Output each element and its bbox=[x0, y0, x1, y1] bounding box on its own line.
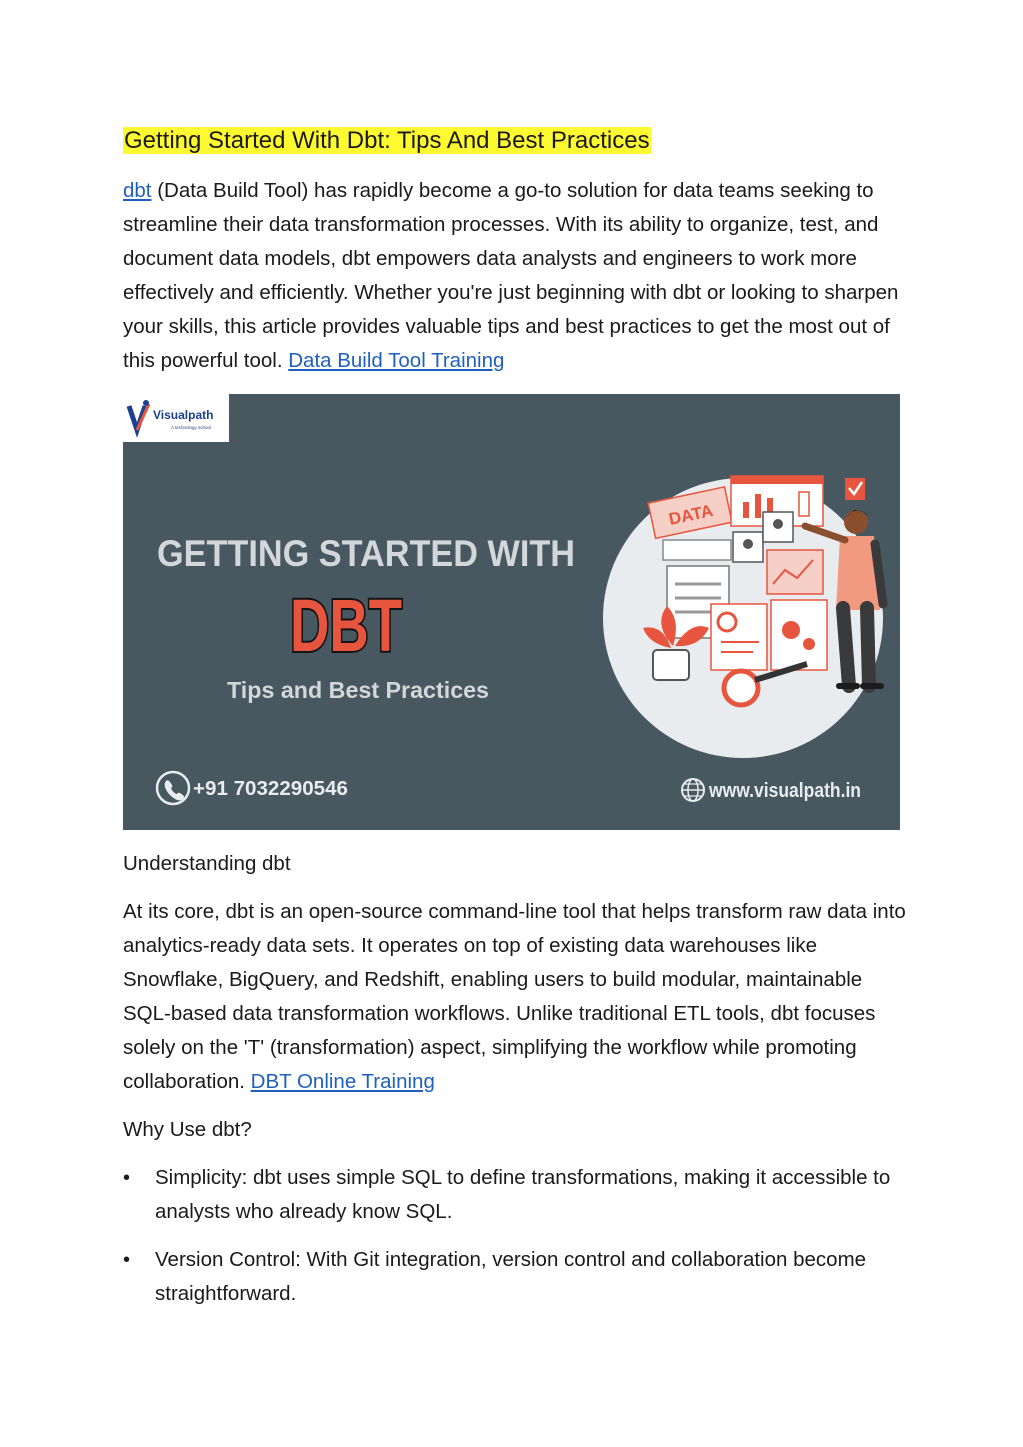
understanding-text: At its core, dbt is an open-source command-line tool that helps transform raw data into analytics-ready data sets. It operates on top of existing data warehouses like Snowflake, BigQuery, and Redshift, enabling users to build modular, maintainable SQL-based data transformation workflows. Unlike traditional ETL tools, dbt focuses solely on the 'T' (transformation) aspect, simplifying the workflow while promoting collaboration. bbox=[123, 900, 906, 1093]
section-heading-understanding: Understanding dbt bbox=[123, 852, 291, 875]
banner-phone: +91 7032290546 bbox=[193, 778, 348, 800]
understanding-paragraph bbox=[123, 895, 913, 1099]
article-title bbox=[123, 124, 651, 158]
banner-headline: GETTING STARTED WITH bbox=[157, 533, 575, 574]
banner-website: www.visualpath.in bbox=[708, 780, 861, 802]
intro-text: (Data Build Tool) has rapidly become a go-to solution for data teams seeking to streamline their data transformation processes. With its ability to organize, test, and document data models, dbt empowers data analysts and engineers to work more effectively and efficiently. Whether you're just beginning with dbt or looking to sharpen your skills, this article provides valuable tips and best practices to get the most out of this powerful tool. bbox=[123, 179, 899, 372]
section-heading-why: Why Use dbt? bbox=[123, 1118, 252, 1141]
dbt-link[interactable]: dbt bbox=[123, 179, 152, 202]
dbt-online-training-link[interactable]: DBT Online Training bbox=[250, 1070, 435, 1093]
brand-tagline: A technology school bbox=[171, 425, 212, 430]
illustration-data-label: DATA bbox=[667, 501, 715, 529]
intro-paragraph bbox=[123, 174, 913, 378]
bullet-icon bbox=[123, 1161, 135, 1195]
list-item bbox=[123, 1243, 913, 1311]
why-use-list bbox=[123, 1161, 913, 1325]
article-banner-image bbox=[123, 394, 900, 830]
list-item-term: Simplicity: bbox=[155, 1166, 248, 1189]
brand-name: Visualpath bbox=[153, 408, 214, 422]
list-item-text: With Git integration, version control and collaboration become straightforward. bbox=[155, 1248, 867, 1305]
article-title-highlight: Getting Started With Dbt: Tips And Best Practices bbox=[124, 127, 650, 154]
list-item bbox=[123, 1161, 913, 1229]
bullet-icon bbox=[123, 1243, 135, 1277]
banner-subheadline: Tips and Best Practices bbox=[227, 677, 489, 703]
data-build-tool-training-link[interactable]: Data Build Tool Training bbox=[288, 349, 505, 372]
list-item-text: dbt uses simple SQL to define transformations, making it accessible to analysts who already know SQL. bbox=[155, 1166, 891, 1223]
banner-product: DBT bbox=[290, 584, 402, 667]
visualpath-logo bbox=[123, 394, 229, 442]
data-analyst-illustration bbox=[603, 476, 883, 758]
list-item-term: Version Control: bbox=[155, 1248, 301, 1271]
